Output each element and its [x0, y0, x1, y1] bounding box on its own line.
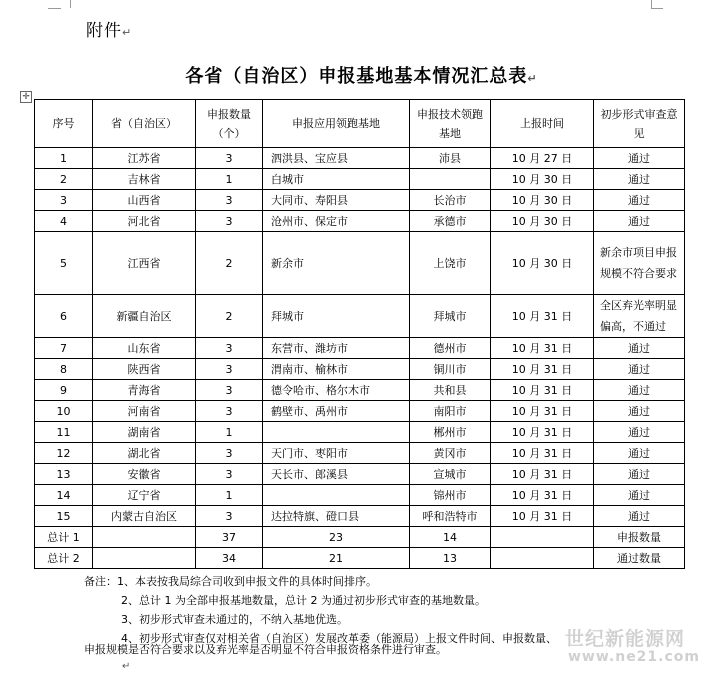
- cell-review: 通过: [594, 401, 685, 422]
- cell-app-base: 天门市、枣阳市: [263, 443, 410, 464]
- cell-tech-base: 黄冈市: [410, 443, 491, 464]
- cell-review: 通过: [594, 422, 685, 443]
- cell-empty: [93, 527, 196, 548]
- cell-app-base: 拜城市: [263, 295, 410, 338]
- cell-seq: 12: [35, 443, 93, 464]
- cell-empty: [491, 527, 594, 548]
- cell-tech-base: 宣城市: [410, 464, 491, 485]
- cell-total-count: 37: [196, 527, 263, 548]
- paragraph-mark-icon: ↵: [122, 661, 131, 672]
- cell-total-label: 总计 1: [35, 527, 93, 548]
- note-1: 备注：1、本表按我局综合司收到申报文件的具体时间排序。: [84, 575, 377, 588]
- page-corner-mark: [60, 0, 71, 8]
- cell-app-base: 德令哈市、格尔木市: [263, 380, 410, 401]
- table-row: [35, 211, 685, 232]
- cell-province: 吉林省: [93, 169, 196, 190]
- header-review: 初步形式审查意见: [594, 100, 685, 148]
- cell-time: 10 月 31 日: [491, 464, 594, 485]
- table-row: [35, 169, 685, 190]
- cell-app-base: 天长市、郎溪县: [263, 464, 410, 485]
- cell-count: 2: [196, 295, 263, 338]
- table-row: [35, 464, 685, 485]
- cell-count: 3: [196, 338, 263, 359]
- header-app-base: 申报应用领跑基地: [263, 100, 410, 148]
- cell-time: 10 月 31 日: [491, 422, 594, 443]
- page-corner-mark: [48, 8, 61, 9]
- cell-tech-base: 沛县: [410, 148, 491, 169]
- cell-app-base: 大同市、寿阳县: [263, 190, 410, 211]
- total-row: [35, 548, 685, 569]
- notes-section: [84, 572, 644, 648]
- document-title: 各省（自治区）申报基地基本情况汇总表↵: [185, 66, 538, 87]
- cell-seq: 4: [35, 211, 93, 232]
- cell-tech-base: 承德市: [410, 211, 491, 232]
- watermark-url: www.ne21.com: [568, 649, 700, 665]
- table-row: [35, 485, 685, 506]
- attachment-label: 附件↵: [86, 21, 133, 41]
- cell-time: 10 月 31 日: [491, 295, 594, 338]
- cell-province: 河北省: [93, 211, 196, 232]
- table-row: [35, 422, 685, 443]
- cell-total-label: 总计 2: [35, 548, 93, 569]
- cell-seq: 8: [35, 359, 93, 380]
- cell-province: 陕西省: [93, 359, 196, 380]
- cell-review: 通过: [594, 443, 685, 464]
- cell-app-base: 白城市: [263, 169, 410, 190]
- cell-seq: 11: [35, 422, 93, 443]
- cell-tech-base: 锦州市: [410, 485, 491, 506]
- cell-time: 10 月 30 日: [491, 232, 594, 295]
- cell-province: 青海省: [93, 380, 196, 401]
- cell-province: 山西省: [93, 190, 196, 211]
- table-row: [35, 295, 685, 338]
- cell-app-base: 鹤壁市、禹州市: [263, 401, 410, 422]
- note-4-continued: 申报规模是否符合要求以及弃光率是否明显不符合申报资格条件进行审查。: [84, 643, 447, 656]
- cell-review: 通过: [594, 169, 685, 190]
- cell-seq: 14: [35, 485, 93, 506]
- cell-tech-base: [410, 169, 491, 190]
- cell-province: 江西省: [93, 232, 196, 295]
- cell-province: 山东省: [93, 338, 196, 359]
- cell-app-base: 达拉特旗、磴口县: [263, 506, 410, 527]
- cell-review: 通过: [594, 359, 685, 380]
- table-row: [35, 443, 685, 464]
- cell-review: 通过: [594, 485, 685, 506]
- cell-review: 通过: [594, 338, 685, 359]
- page-corner-mark: [651, 8, 663, 9]
- note-4: 4、初步形式审查仅对相关省（自治区）发展改革委（能源局）上报文件时间、申报数量、: [121, 632, 557, 645]
- table-move-handle-icon[interactable]: ✛: [20, 91, 32, 103]
- paragraph-mark-icon: ↵: [122, 26, 133, 39]
- cell-count: 3: [196, 464, 263, 485]
- cell-app-base: 泗洪县、宝应县: [263, 148, 410, 169]
- cell-review: 新余市项目申报规模不符合要求: [594, 232, 685, 295]
- cell-total-app: 23: [263, 527, 410, 548]
- cell-count: 1: [196, 422, 263, 443]
- cell-app-base: [263, 485, 410, 506]
- cell-app-base: [263, 422, 410, 443]
- cell-app-base: 沧州市、保定市: [263, 211, 410, 232]
- cell-count: 2: [196, 232, 263, 295]
- cell-total-tech: 13: [410, 548, 491, 569]
- cell-tech-base: 德州市: [410, 338, 491, 359]
- cell-seq: 1: [35, 148, 93, 169]
- cell-total-review: 通过数量: [594, 548, 685, 569]
- cell-review: 通过: [594, 148, 685, 169]
- cell-total-app: 21: [263, 548, 410, 569]
- cell-seq: 3: [35, 190, 93, 211]
- cell-seq: 7: [35, 338, 93, 359]
- cell-time: 10 月 27 日: [491, 148, 594, 169]
- table-row: [35, 359, 685, 380]
- cell-province: 湖北省: [93, 443, 196, 464]
- note-3: 3、初步形式审查未通过的，不纳入基地优选。: [121, 613, 348, 626]
- table-row: [35, 401, 685, 422]
- cell-count: 3: [196, 211, 263, 232]
- cell-count: 1: [196, 169, 263, 190]
- cell-tech-base: 铜川市: [410, 359, 491, 380]
- cell-total-count: 34: [196, 548, 263, 569]
- header-time: 上报时间: [491, 100, 594, 148]
- cell-count: 3: [196, 380, 263, 401]
- cell-time: 10 月 30 日: [491, 211, 594, 232]
- cell-app-base: 东营市、潍坊市: [263, 338, 410, 359]
- cell-seq: 6: [35, 295, 93, 338]
- note-2: 2、总计 1 为全部申报基地数量，总计 2 为通过初步形式审查的基地数量。: [121, 594, 486, 607]
- cell-count: 3: [196, 190, 263, 211]
- cell-app-base: 新余市: [263, 232, 410, 295]
- cell-count: 1: [196, 485, 263, 506]
- cell-province: 新疆自治区: [93, 295, 196, 338]
- cell-seq: 15: [35, 506, 93, 527]
- cell-time: 10 月 31 日: [491, 401, 594, 422]
- cell-province: 内蒙古自治区: [93, 506, 196, 527]
- cell-count: 3: [196, 148, 263, 169]
- cell-seq: 10: [35, 401, 93, 422]
- cell-seq: 2: [35, 169, 93, 190]
- cell-empty: [491, 548, 594, 569]
- cell-time: 10 月 31 日: [491, 506, 594, 527]
- header-tech-base: 申报技术领跑基地: [410, 100, 491, 148]
- page-corner-mark: [651, 0, 662, 8]
- cell-review: 通过: [594, 211, 685, 232]
- table-header-row: [35, 100, 685, 148]
- cell-time: 10 月 31 日: [491, 380, 594, 401]
- cell-seq: 9: [35, 380, 93, 401]
- cell-review: 通过: [594, 506, 685, 527]
- cell-province: 河南省: [93, 401, 196, 422]
- cell-time: 10 月 31 日: [491, 359, 594, 380]
- cell-review: 通过: [594, 190, 685, 211]
- cell-total-tech: 14: [410, 527, 491, 548]
- cell-empty: [93, 548, 196, 569]
- table-row: [35, 190, 685, 211]
- cell-tech-base: 南阳市: [410, 401, 491, 422]
- cell-total-review: 申报数量: [594, 527, 685, 548]
- cell-count: 3: [196, 359, 263, 380]
- cell-review: 通过: [594, 464, 685, 485]
- cell-app-base: 渭南市、榆林市: [263, 359, 410, 380]
- cell-province: 湖南省: [93, 422, 196, 443]
- table-row: [35, 338, 685, 359]
- cell-count: 3: [196, 401, 263, 422]
- cell-time: 10 月 31 日: [491, 485, 594, 506]
- table-row: [35, 380, 685, 401]
- cell-seq: 13: [35, 464, 93, 485]
- table-row: [35, 232, 685, 295]
- cell-seq: 5: [35, 232, 93, 295]
- cell-province: 安徽省: [93, 464, 196, 485]
- cell-time: 10 月 31 日: [491, 338, 594, 359]
- cell-time: 10 月 30 日: [491, 190, 594, 211]
- cell-count: 3: [196, 443, 263, 464]
- cell-tech-base: 呼和浩特市: [410, 506, 491, 527]
- table-row: [35, 148, 685, 169]
- cell-province: 辽宁省: [93, 485, 196, 506]
- header-seq: 序号: [35, 100, 93, 148]
- table-row: [35, 506, 685, 527]
- cell-tech-base: 郴州市: [410, 422, 491, 443]
- cell-time: 10 月 30 日: [491, 169, 594, 190]
- header-count: 申报数量（个）: [196, 100, 263, 148]
- cell-time: 10 月 31 日: [491, 443, 594, 464]
- cell-tech-base: 上饶市: [410, 232, 491, 295]
- watermark-logo-text: 世纪新能源网: [565, 628, 686, 650]
- cell-review: 全区弃光率明显偏高，不通过: [594, 295, 685, 338]
- total-row: [35, 527, 685, 548]
- cell-tech-base: 共和县: [410, 380, 491, 401]
- summary-table: [34, 99, 685, 569]
- cell-tech-base: 拜城市: [410, 295, 491, 338]
- header-province: 省（自治区）: [93, 100, 196, 148]
- cell-province: 江苏省: [93, 148, 196, 169]
- cell-review: 通过: [594, 380, 685, 401]
- cell-tech-base: 长治市: [410, 190, 491, 211]
- cell-count: 3: [196, 506, 263, 527]
